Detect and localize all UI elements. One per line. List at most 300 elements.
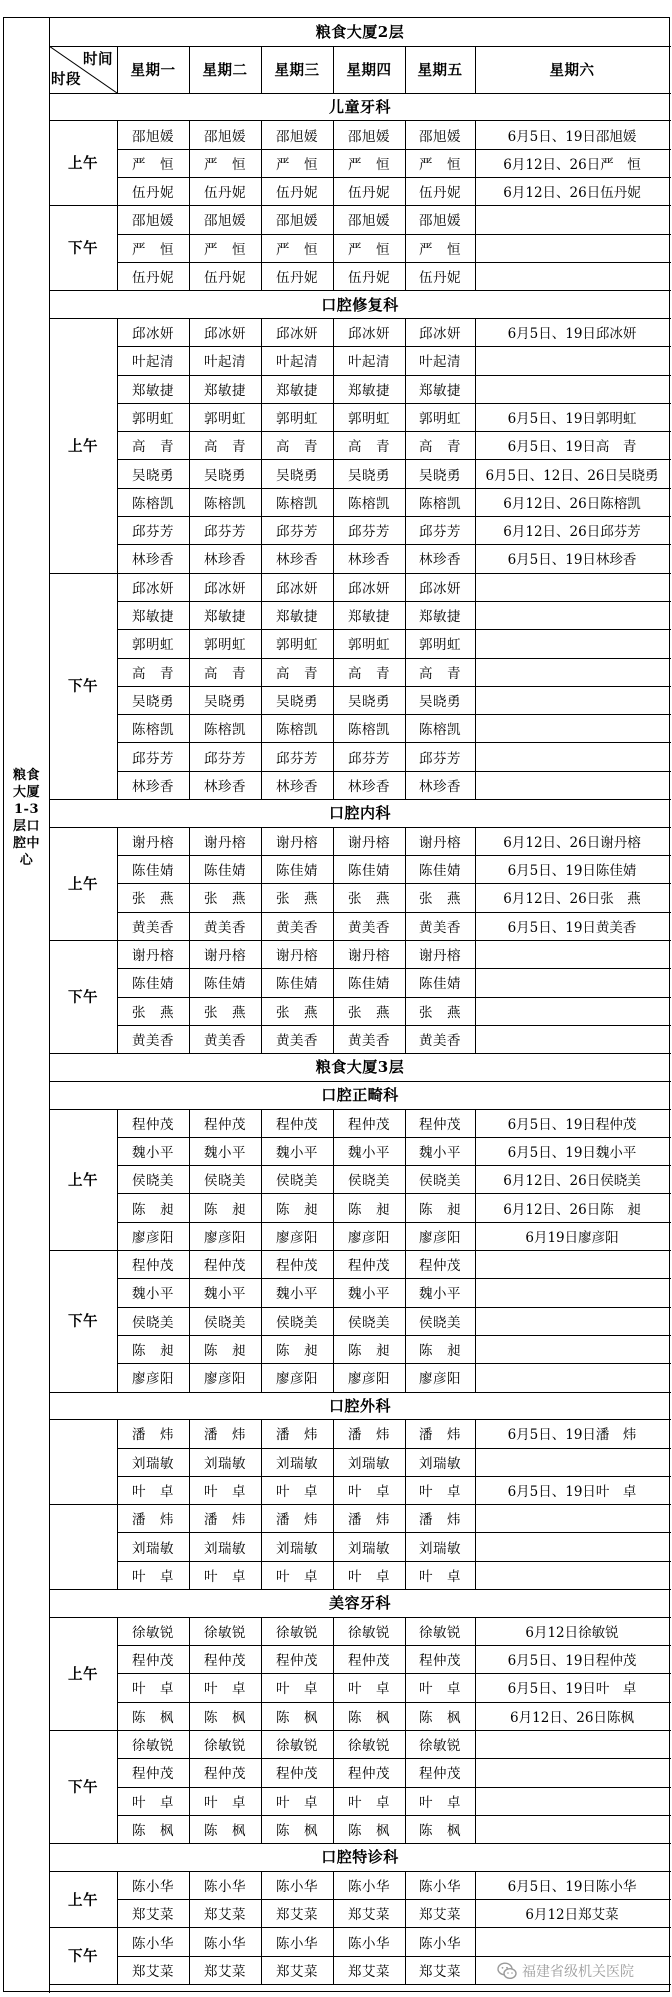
doctor-name: 魏小平: [348, 1286, 390, 1303]
grid-line: [117, 940, 118, 1053]
doctor-name: 邱冰妍: [204, 326, 246, 343]
grid-line: [261, 1250, 262, 1392]
grid-line: [261, 827, 262, 940]
doctor-name: 陈榕凯: [348, 722, 390, 739]
doctor-name: 陈榕凯: [204, 722, 246, 739]
wechat-icon: [497, 1961, 517, 1981]
grid-line: [117, 120, 118, 205]
doctor-name: 吴晓勇: [204, 467, 246, 484]
grid-line: [261, 1927, 262, 1984]
doctor-name: 郑敏捷: [276, 609, 318, 626]
doctor-name: 陈小华: [276, 1935, 318, 1952]
doctor-name: 林珍香: [132, 552, 174, 569]
doctor-name: 叶 卓: [419, 1794, 461, 1811]
doctor-name: 郑敏捷: [132, 609, 174, 626]
saturday-schedule: [475, 346, 669, 374]
saturday-schedule: [475, 1504, 669, 1532]
grid-line: [333, 1504, 334, 1589]
doctor-name: 陈 枫: [276, 1709, 318, 1726]
doctor-name: 刘瑞敏: [276, 1540, 318, 1557]
grid-line: [189, 573, 190, 799]
saturday-schedule: 6月12日、26日张 燕: [503, 891, 641, 908]
grid-line: [405, 1109, 406, 1251]
doctor-name: 郑艾菜: [276, 1963, 318, 1980]
doctor-name: 陈佳婧: [348, 976, 390, 993]
doctor-name: 徐敏锐: [419, 1624, 461, 1641]
doctor-name: 刘瑞敏: [419, 1540, 461, 1557]
grid-line: [189, 205, 190, 290]
grid-line: [333, 120, 334, 205]
doctor-name: 程仲茂: [204, 1766, 246, 1783]
doctor-name: 张 燕: [204, 891, 246, 908]
doctor-name: 高 青: [204, 439, 246, 456]
doctor-name: 陈 枫: [348, 1709, 390, 1726]
saturday-schedule: 6月12日、26日陈 昶: [503, 1201, 641, 1218]
grid-line: [261, 1109, 262, 1251]
doctor-name: 郭明虹: [419, 410, 461, 427]
doctor-name: 高 青: [419, 439, 461, 456]
doctor-name: 陈佳婧: [204, 863, 246, 880]
saturday-schedule: 6月12日、26日陈榕凯: [503, 495, 641, 512]
doctor-name: 邱冰妍: [348, 580, 390, 597]
doctor-name: 徐敏锐: [276, 1624, 318, 1641]
doctor-name: 林珍香: [276, 552, 318, 569]
saturday-schedule: [475, 1787, 669, 1815]
doctor-name: 陈 昶: [348, 1343, 390, 1360]
doctor-name: 陈 昶: [204, 1343, 246, 1360]
doctor-name: 邵旭媛: [419, 128, 461, 145]
doctor-name: 刘瑞敏: [204, 1455, 246, 1472]
doctor-name: 潘 炜: [204, 1512, 246, 1529]
doctor-name: 谢丹榕: [132, 834, 174, 851]
doctor-name: 吴晓勇: [348, 467, 390, 484]
saturday-schedule: 6月12日、26日陈枫: [510, 1709, 634, 1726]
doctor-name: 陈小华: [204, 1878, 246, 1895]
doctor-name: 陈佳婧: [276, 863, 318, 880]
doctor-name: 陈榕凯: [419, 495, 461, 512]
grid-line: [261, 205, 262, 290]
grid-line: [333, 940, 334, 1053]
doctor-name: 魏小平: [419, 1286, 461, 1303]
doctor-name: 伍丹妮: [419, 185, 461, 202]
doctor-name: 郑艾菜: [132, 1907, 174, 1924]
grid-line: [333, 1617, 334, 1730]
grid-line: [405, 1871, 406, 1928]
doctor-name: 魏小平: [276, 1144, 318, 1161]
doctor-name: 程仲茂: [204, 1653, 246, 1670]
doctor-name: 陈佳婧: [419, 863, 461, 880]
period-label: 下午: [68, 1778, 98, 1796]
doctor-name: 叶起清: [204, 354, 246, 371]
doctor-name: 徐敏锐: [204, 1624, 246, 1641]
doctor-name: 陈 枫: [419, 1709, 461, 1726]
doctor-name: 邱芬芳: [204, 750, 246, 767]
saturday-schedule: 6月5日、19日高 青: [507, 439, 637, 456]
doctor-name: 叶 卓: [419, 1483, 461, 1500]
grid-line: [333, 1419, 334, 1504]
saturday-schedule: [475, 997, 669, 1025]
doctor-name: 陈 枫: [276, 1822, 318, 1839]
grid-line: [261, 940, 262, 1053]
grid-line: [117, 1617, 118, 1730]
doctor-name: 廖彦阳: [276, 1371, 318, 1388]
doctor-name: 叶 卓: [132, 1483, 174, 1500]
department-title: 口腔外科: [328, 1396, 391, 1415]
doctor-name: 陈小华: [419, 1878, 461, 1895]
doctor-name: 高 青: [132, 665, 174, 682]
doctor-name: 叶 卓: [348, 1568, 390, 1585]
doctor-name: 严 恒: [204, 156, 246, 173]
saturday-schedule: 6月5日、19日邱冰妍: [507, 326, 637, 343]
doctor-name: 陈佳婧: [348, 863, 390, 880]
doctor-name: 叶起清: [276, 354, 318, 371]
saturday-schedule: [475, 1561, 669, 1589]
saturday-schedule: [475, 1927, 669, 1955]
doctor-name: 郑艾菜: [132, 1963, 174, 1980]
saturday-schedule: [475, 1363, 669, 1391]
doctor-name: 潘 炜: [132, 1512, 174, 1529]
doctor-name: 程仲茂: [419, 1258, 461, 1275]
doctor-name: 严 恒: [204, 241, 246, 258]
doctor-name: 张 燕: [348, 891, 390, 908]
doctor-name: 叶起清: [419, 354, 461, 371]
grid-line: [333, 827, 334, 940]
saturday-schedule: [475, 375, 669, 403]
department-title: 口腔正畸科: [321, 1086, 399, 1105]
doctor-name: 高 青: [132, 439, 174, 456]
saturday-schedule: [475, 940, 669, 968]
doctor-name: 伍丹妮: [204, 185, 246, 202]
grid-line: [261, 318, 262, 573]
doctor-name: 邵旭媛: [276, 213, 318, 230]
period-label: 上午: [68, 437, 98, 455]
doctor-name: 刘瑞敏: [204, 1540, 246, 1557]
doctor-name: 廖彦阳: [348, 1229, 390, 1246]
doctor-name: 林珍香: [348, 778, 390, 795]
grid-line: [405, 1730, 406, 1843]
grid-line: [475, 1504, 476, 1589]
doctor-name: 徐敏锐: [419, 1738, 461, 1755]
doctor-name: 陈小华: [419, 1935, 461, 1952]
saturday-schedule: [475, 1448, 669, 1476]
doctor-name: 陈佳婧: [204, 976, 246, 993]
doctor-name: 陈 枫: [348, 1822, 390, 1839]
doctor-name: 高 青: [204, 665, 246, 682]
doctor-name: 程仲茂: [419, 1653, 461, 1670]
watermark-text: 福建省级机关医院: [522, 1964, 634, 1980]
doctor-name: 郭明虹: [132, 637, 174, 654]
doctor-name: 黄美香: [348, 1032, 390, 1049]
floor-title: 粮食大厦2层: [315, 23, 405, 42]
doctor-name: 邱冰妍: [204, 580, 246, 597]
period-label: 下午: [68, 1948, 98, 1966]
doctor-name: 叶起清: [132, 354, 174, 371]
doctor-name: 刘瑞敏: [348, 1540, 390, 1557]
center-label: 粮食大厦1-3层口腔中心: [12, 768, 40, 868]
doctor-name: 吴晓勇: [276, 693, 318, 710]
doctor-name: 廖彦阳: [132, 1229, 174, 1246]
doctor-name: 侯晓美: [348, 1314, 390, 1331]
grid-line: [333, 1250, 334, 1392]
doctor-name: 谢丹榕: [348, 948, 390, 965]
grid-line: [475, 1730, 476, 1843]
doctor-name: 陈榕凯: [132, 722, 174, 739]
doctor-name: 邱芬芳: [276, 524, 318, 541]
grid-line: [333, 1927, 334, 1984]
department-title: 口腔修复科: [321, 295, 399, 314]
grid-line: [49, 1984, 671, 1985]
grid-line: [333, 573, 334, 799]
grid-line: [189, 940, 190, 1053]
grid-line: [475, 573, 476, 799]
doctor-name: 邱冰妍: [132, 326, 174, 343]
grid-line: [189, 1109, 190, 1251]
doctor-name: 陈 昶: [419, 1201, 461, 1218]
doctor-name: 林珍香: [276, 778, 318, 795]
saturday-schedule: [475, 234, 669, 262]
doctor-name: 伍丹妮: [419, 270, 461, 287]
doctor-name: 廖彦阳: [419, 1229, 461, 1246]
doctor-name: 黄美香: [132, 919, 174, 936]
doctor-name: 陈榕凯: [132, 495, 174, 512]
grid-line: [189, 46, 190, 93]
doctor-name: 邵旭媛: [276, 128, 318, 145]
doctor-name: 潘 炜: [276, 1512, 318, 1529]
doctor-name: 陈 昶: [276, 1343, 318, 1360]
doctor-name: 黄美香: [276, 919, 318, 936]
doctor-name: 黄美香: [419, 919, 461, 936]
doctor-name: 高 青: [348, 439, 390, 456]
doctor-name: 陈佳婧: [132, 863, 174, 880]
doctor-name: 陈榕凯: [276, 722, 318, 739]
doctor-name: 叶 卓: [348, 1681, 390, 1698]
header-period-label: 时段: [51, 71, 81, 88]
grid-line: [117, 827, 118, 940]
doctor-name: 徐敏锐: [204, 1738, 246, 1755]
doctor-name: 魏小平: [204, 1286, 246, 1303]
doctor-name: 郭明虹: [276, 637, 318, 654]
department-title: 口腔内科: [328, 804, 391, 823]
doctor-name: 郑敏捷: [204, 609, 246, 626]
period-label: [49, 1504, 117, 1589]
doctor-name: 严 恒: [276, 156, 318, 173]
doctor-name: 林珍香: [204, 778, 246, 795]
doctor-name: 黄美香: [419, 1032, 461, 1049]
doctor-name: 吴晓勇: [204, 693, 246, 710]
doctor-name: 陈榕凯: [348, 495, 390, 512]
doctor-name: 郑敏捷: [348, 609, 390, 626]
doctor-name: 谢丹榕: [204, 948, 246, 965]
doctor-name: 伍丹妮: [348, 270, 390, 287]
doctor-name: 程仲茂: [132, 1116, 174, 1133]
doctor-name: 邵旭媛: [204, 213, 246, 230]
doctor-name: 郭明虹: [132, 410, 174, 427]
doctor-name: 徐敏锐: [132, 1738, 174, 1755]
doctor-name: 高 青: [276, 665, 318, 682]
saturday-schedule: 6月5日、19日林珍香: [507, 552, 637, 569]
doctor-name: 严 恒: [132, 241, 174, 258]
doctor-name: 陈佳婧: [132, 976, 174, 993]
doctor-name: 潘 炜: [348, 1512, 390, 1529]
doctor-name: 潘 炜: [204, 1427, 246, 1444]
doctor-name: 严 恒: [348, 156, 390, 173]
doctor-name: 黄美香: [276, 1032, 318, 1049]
doctor-name: 郑敏捷: [348, 382, 390, 399]
doctor-name: 林珍香: [419, 552, 461, 569]
doctor-name: 程仲茂: [204, 1116, 246, 1133]
doctor-name: 郑艾菜: [419, 1963, 461, 1980]
doctor-name: 徐敏锐: [348, 1738, 390, 1755]
doctor-name: 叶 卓: [204, 1568, 246, 1585]
saturday-schedule: [475, 1758, 669, 1786]
doctor-name: 郑敏捷: [132, 382, 174, 399]
department-title: 口腔特诊科: [321, 1848, 399, 1867]
grid-line: [189, 1927, 190, 1984]
grid-line: [261, 1504, 262, 1589]
doctor-name: 陈佳婧: [276, 976, 318, 993]
doctor-name: 程仲茂: [276, 1653, 318, 1670]
doctor-name: 魏小平: [204, 1144, 246, 1161]
grid-line: [117, 1504, 118, 1589]
saturday-schedule: 6月5日、19日魏小平: [507, 1144, 637, 1161]
header-day: 星期三: [274, 61, 320, 79]
period-label: 下午: [68, 988, 98, 1006]
grid-line: [261, 120, 262, 205]
grid-line: [117, 318, 118, 573]
doctor-name: 陈榕凯: [419, 722, 461, 739]
grid-line: [333, 1109, 334, 1251]
department-title: 美容牙科: [328, 1594, 391, 1613]
doctor-name: 叶 卓: [204, 1794, 246, 1811]
saturday-schedule: 6月5日、19日郭明虹: [507, 410, 637, 427]
doctor-name: 廖彦阳: [204, 1229, 246, 1246]
doctor-name: 高 青: [348, 665, 390, 682]
saturday-schedule: 6月5日、19日叶 卓: [507, 1483, 637, 1500]
doctor-name: 张 燕: [348, 1004, 390, 1021]
doctor-name: 郭明虹: [204, 410, 246, 427]
grid-line: [261, 1617, 262, 1730]
doctor-name: 郭明虹: [348, 637, 390, 654]
doctor-name: 邵旭媛: [419, 213, 461, 230]
saturday-schedule: 6月5日、19日黄美香: [507, 919, 637, 936]
doctor-name: 张 燕: [276, 891, 318, 908]
doctor-name: 侯晓美: [276, 1314, 318, 1331]
doctor-name: 谢丹榕: [348, 834, 390, 851]
doctor-name: 严 恒: [276, 241, 318, 258]
doctor-name: 严 恒: [348, 241, 390, 258]
doctor-name: 吴晓勇: [348, 693, 390, 710]
doctor-name: 严 恒: [132, 156, 174, 173]
period-label: 下午: [68, 240, 98, 258]
doctor-name: 伍丹妮: [132, 185, 174, 202]
header-day: 星期六: [549, 61, 595, 79]
doctor-name: 刘瑞敏: [132, 1455, 174, 1472]
doctor-name: 郑敏捷: [276, 382, 318, 399]
doctor-name: 陈 枫: [204, 1822, 246, 1839]
doctor-name: 徐敏锐: [276, 1738, 318, 1755]
grid-line: [333, 318, 334, 573]
saturday-schedule: [475, 573, 669, 601]
doctor-name: 叶起清: [348, 354, 390, 371]
doctor-name: 黄美香: [348, 919, 390, 936]
doctor-name: 陈小华: [276, 1878, 318, 1895]
doctor-name: 邱芬芳: [204, 524, 246, 541]
saturday-schedule: [475, 1278, 669, 1306]
doctor-name: 潘 炜: [348, 1427, 390, 1444]
grid-line: [189, 1617, 190, 1730]
saturday-schedule: 6月12日、26日谢丹榕: [503, 834, 641, 851]
doctor-name: 程仲茂: [132, 1766, 174, 1783]
doctor-name: 陈 枫: [132, 1709, 174, 1726]
doctor-name: 林珍香: [132, 778, 174, 795]
saturday-schedule: [475, 1307, 669, 1335]
grid-line: [405, 1250, 406, 1392]
grid-line: [405, 1419, 406, 1504]
doctor-name: 高 青: [276, 439, 318, 456]
doctor-name: 张 燕: [419, 1004, 461, 1021]
doctor-name: 高 青: [419, 665, 461, 682]
grid-line: [405, 940, 406, 1053]
doctor-name: 陈榕凯: [276, 495, 318, 512]
grid-line: [405, 1504, 406, 1589]
doctor-name: 潘 炜: [132, 1427, 174, 1444]
doctor-name: 叶 卓: [204, 1681, 246, 1698]
saturday-schedule: [475, 968, 669, 996]
doctor-name: 刘瑞敏: [348, 1455, 390, 1472]
saturday-schedule: 6月5日、19日邵旭媛: [507, 128, 637, 145]
doctor-name: 廖彦阳: [204, 1371, 246, 1388]
doctor-name: 伍丹妮: [348, 185, 390, 202]
saturday-schedule: [475, 1815, 669, 1843]
doctor-name: 程仲茂: [276, 1258, 318, 1275]
doctor-name: 邱芬芳: [348, 524, 390, 541]
saturday-schedule: 6月12日、26日邱芬芳: [503, 524, 641, 541]
period-label: 上午: [68, 1171, 98, 1189]
doctor-name: 侯晓美: [276, 1173, 318, 1190]
grid-line: [117, 1250, 118, 1392]
doctor-name: 林珍香: [348, 552, 390, 569]
period-label: [49, 1419, 117, 1504]
saturday-schedule: [475, 742, 669, 770]
grid-line: [117, 1109, 118, 1251]
period-label: 上午: [68, 1665, 98, 1683]
doctor-name: 潘 炜: [276, 1427, 318, 1444]
saturday-schedule: [475, 205, 669, 233]
doctor-name: 程仲茂: [204, 1258, 246, 1275]
doctor-name: 邱冰妍: [132, 580, 174, 597]
doctor-name: 邱冰妍: [419, 326, 461, 343]
doctor-name: 陈小华: [204, 1935, 246, 1952]
doctor-name: 潘 炜: [419, 1512, 461, 1529]
doctor-name: 程仲茂: [419, 1766, 461, 1783]
period-label: 上午: [68, 875, 98, 893]
grid-line: [333, 46, 334, 93]
doctor-name: 邱冰妍: [276, 580, 318, 597]
grid-line: [117, 1730, 118, 1843]
doctor-name: 徐敏锐: [348, 1624, 390, 1641]
doctor-name: 潘 炜: [419, 1427, 461, 1444]
doctor-name: 张 燕: [132, 1004, 174, 1021]
doctor-name: 叶 卓: [132, 1794, 174, 1811]
grid-line: [261, 1419, 262, 1504]
doctor-name: 叶 卓: [132, 1681, 174, 1698]
doctor-name: 谢丹榕: [132, 948, 174, 965]
doctor-name: 陈 枫: [132, 1822, 174, 1839]
saturday-schedule: 6月12日、26日伍丹妮: [503, 185, 641, 202]
grid-line: [117, 46, 118, 93]
grid-line: [475, 120, 476, 205]
saturday-schedule: 6月5日、19日陈小华: [507, 1878, 637, 1895]
